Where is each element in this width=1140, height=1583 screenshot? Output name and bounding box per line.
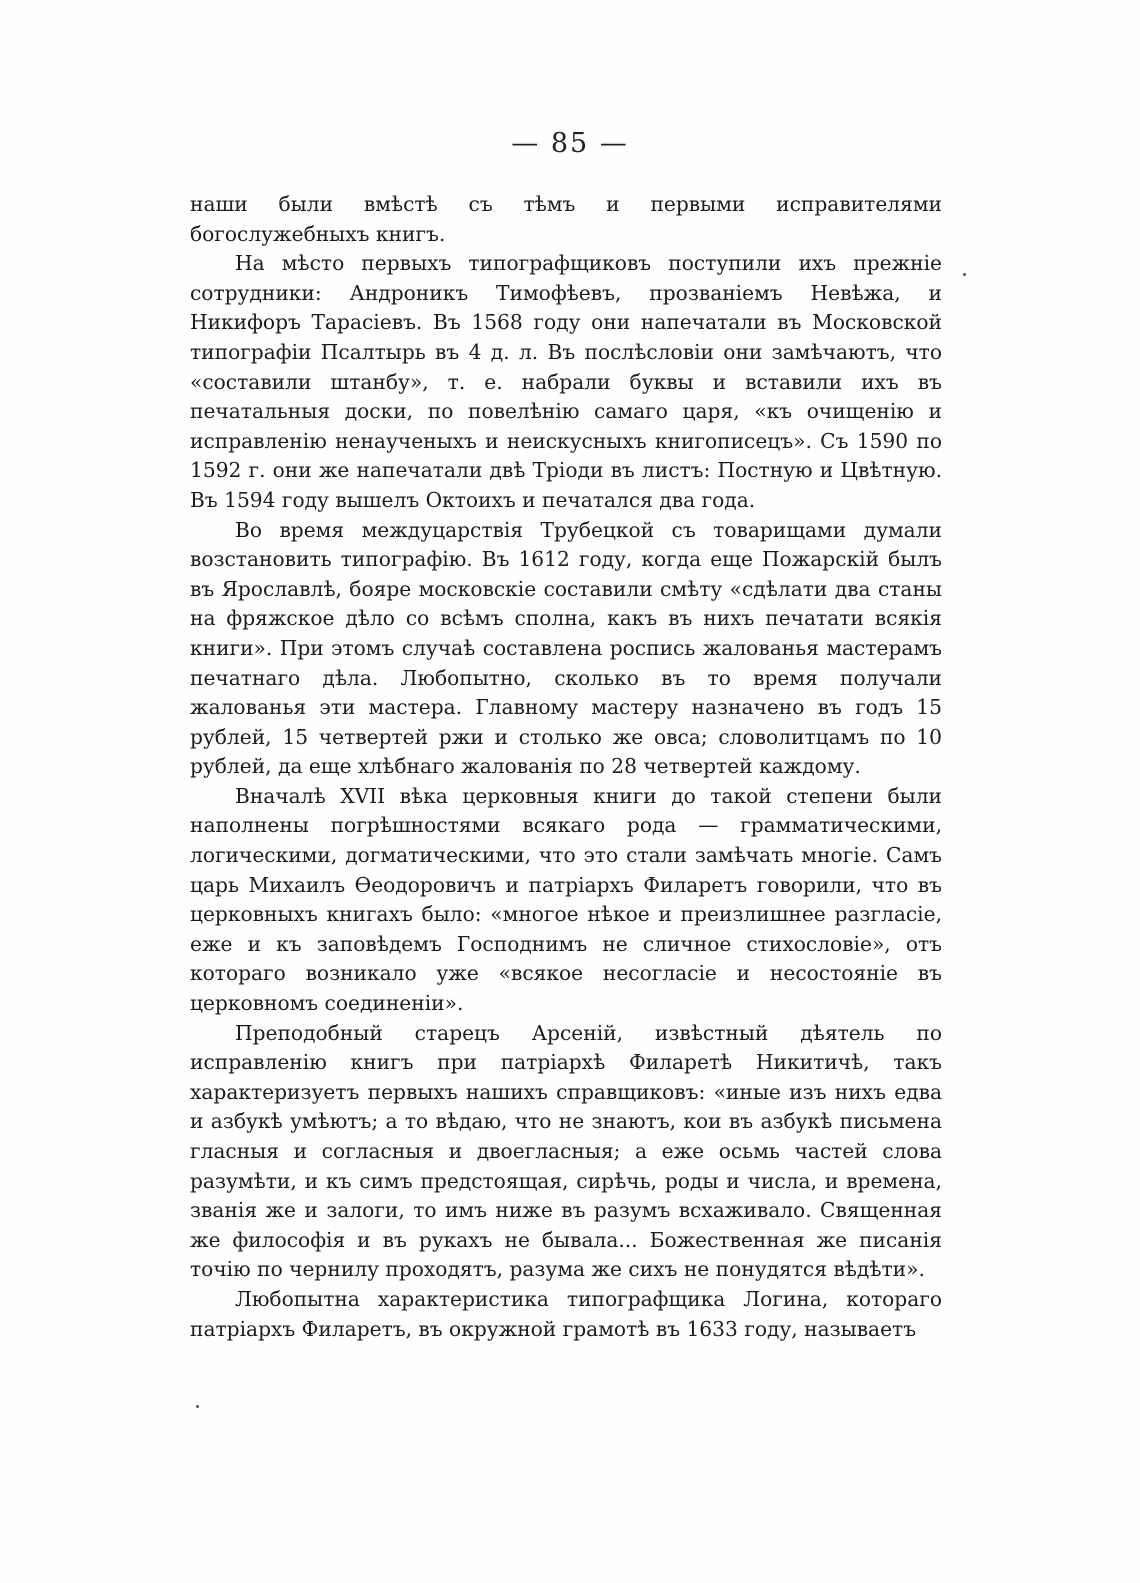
paragraph-4: Вначалѣ XVII вѣка церковныя книги до такой степени были наполнены погрѣшностями всякаго рода — грамматическими, логическими, догматическими, что это стали замѣчать многіе. Самъ царь Михаилъ Ѳеодоровичъ и патріархъ Филаретъ говорили, что въ церковныхъ книгахъ было: «многое нѣкое и преизлишнее разгласіе, еже и къ заповѣдемъ Господнимъ не сличное стихословіе», отъ котораго возникало уже «всякое несогласіе и несостояніе въ церковномъ соединеніи». xyxy=(190,783,942,1016)
page-number: — 85 — xyxy=(511,128,629,159)
paragraph-2: На мѣсто первыхъ типографщиковъ поступили ихъ прежніе сотрудники: Андроникъ Тимофѣевъ, прозваніемъ Невѣжа, и Никифоръ Тарасіевъ. Въ 1568 году они напечатали въ Московской типографіи Псалтырь въ 4 д. л. Въ послѣсловіи они замѣчаютъ, что «составили штанбу», т. е. набрали буквы и вставили ихъ въ печатальныя доски, по повелѣнію самаго царя, «къ очищенію и исправленію ненаученыхъ и неискусныхъ книгописецъ». Съ 1590 по 1592 г. они же напечатали двѣ Тріоди въ листъ: Постную и Цвѣтную. Въ 1594 году вышелъ Октоихъ и печатался два года. xyxy=(190,251,942,512)
paragraph-5: Преподобный старецъ Арсеній, извѣстный дѣятель по исправленію книгъ при патріархѣ Филаретѣ Никитичѣ, такъ характеризуетъ первыхъ нашихъ справщиковъ: «иные изъ нихъ едва и азбукѣ умѣютъ; а то вѣдаю, что не знаютъ, кои въ азбукѣ письмена гласныя и согласныя и двоегласныя; а еже осьмь частей слова разумѣти, и къ симъ предстоящая, сирѣчь, роды и числа, и времена, званія же и залоги, то имъ ниже въ разумъ всхаживало. Священная же философія и въ рукахъ не бывала... Божественная же писанія точію по чернилу проходятъ, разума же сихъ не понудятся вѣдѣти». xyxy=(190,1020,942,1282)
scan-speck xyxy=(196,1405,199,1408)
paragraph-6: Любопытна характеристика типографщика Логина, котораго патріархъ Филаретъ, въ окружной грамотѣ въ 1633 году, называетъ xyxy=(190,1286,942,1341)
scan-speck xyxy=(963,273,966,276)
body-text xyxy=(190,190,942,1344)
paragraph-1: наши были вмѣстѣ съ тѣмъ и первыми исправителями богослужебныхъ книгъ. xyxy=(190,192,942,246)
paragraph-3: Во время междуцарствія Трубецкой съ товарищами думали возстановить типографію. Въ 1612 году, когда еще Пожарскій былъ въ Ярославлѣ, бояре московскіе составили смѣту «сдѣлати два станы на фряжское дѣло со всѣмъ сполна, какъ въ нихъ печатати всякія книги». При этомъ случаѣ составлена роспись жалованья мастерамъ печатнаго дѣла. Любопытно, сколько въ то время получали жалованья эти мастера. Главному мастеру назначено въ годъ 15 рублей, 15 четвертей ржи и столько же овса; словолитцамъ по 10 рублей, да еще хлѣбнаго жалованія по 28 четвертей каждому. xyxy=(190,517,942,779)
